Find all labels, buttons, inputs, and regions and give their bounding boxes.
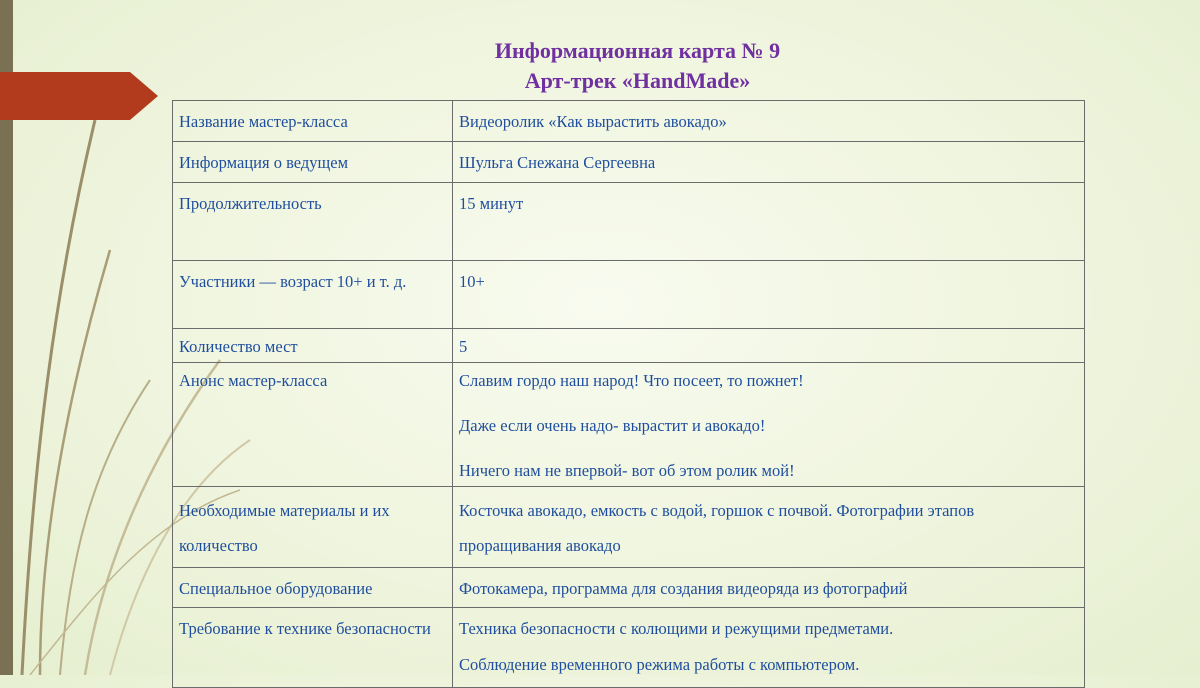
row-label: Требование к технике безопасности xyxy=(173,608,453,688)
table-row xyxy=(173,183,1085,261)
row-value: 5 xyxy=(453,329,1085,363)
table-row xyxy=(173,568,1085,608)
table-row xyxy=(173,363,1085,487)
table-row xyxy=(173,142,1085,183)
row-value: Фотокамера, программа для создания видеоряда из фотографий xyxy=(453,568,1085,608)
row-value: 15 минут xyxy=(453,183,1085,261)
table-row xyxy=(173,101,1085,142)
row-label: Участники — возраст 10+ и т. д. xyxy=(173,261,453,329)
row-label: Название мастер-класса xyxy=(173,101,453,142)
row-label: Информация о ведущем xyxy=(173,142,453,183)
table-row xyxy=(173,329,1085,363)
row-label: Количество мест xyxy=(173,329,453,363)
row-value: Косточка авокадо, емкость с водой, горшок с почвой. Фотографии этапов проращивания авокадо xyxy=(453,487,1085,568)
row-label: Продолжительность xyxy=(173,183,453,261)
info-card-table xyxy=(172,100,1085,688)
page-title: Информационная карта № 9 xyxy=(494,38,781,63)
row-value: Видеоролик «Как вырастить авокадо» xyxy=(453,101,1085,142)
page-subtitle: Арт-трек «HandMade» xyxy=(524,68,751,93)
table-row xyxy=(173,487,1085,568)
row-value: 10+ xyxy=(453,261,1085,329)
row-value: Техника безопасности с колющими и режущими предметами. Соблюдение временного режима работы с компьютером. xyxy=(453,608,1085,688)
table-row xyxy=(173,261,1085,329)
row-label: Специальное оборудование xyxy=(173,568,453,608)
row-value: Славим гордо наш народ! Что посеет, то пожнет! Даже если очень надо- вырастит и авокадо! Ничего нам не впервой- вот об этом ролик мой! xyxy=(453,363,1085,487)
row-label: Анонс мастер-класса xyxy=(173,363,453,487)
table-row xyxy=(173,608,1085,688)
row-value: Шульга Снежана Сергеевна xyxy=(453,142,1085,183)
row-label: Необходимые материалы и их количество xyxy=(173,487,453,568)
